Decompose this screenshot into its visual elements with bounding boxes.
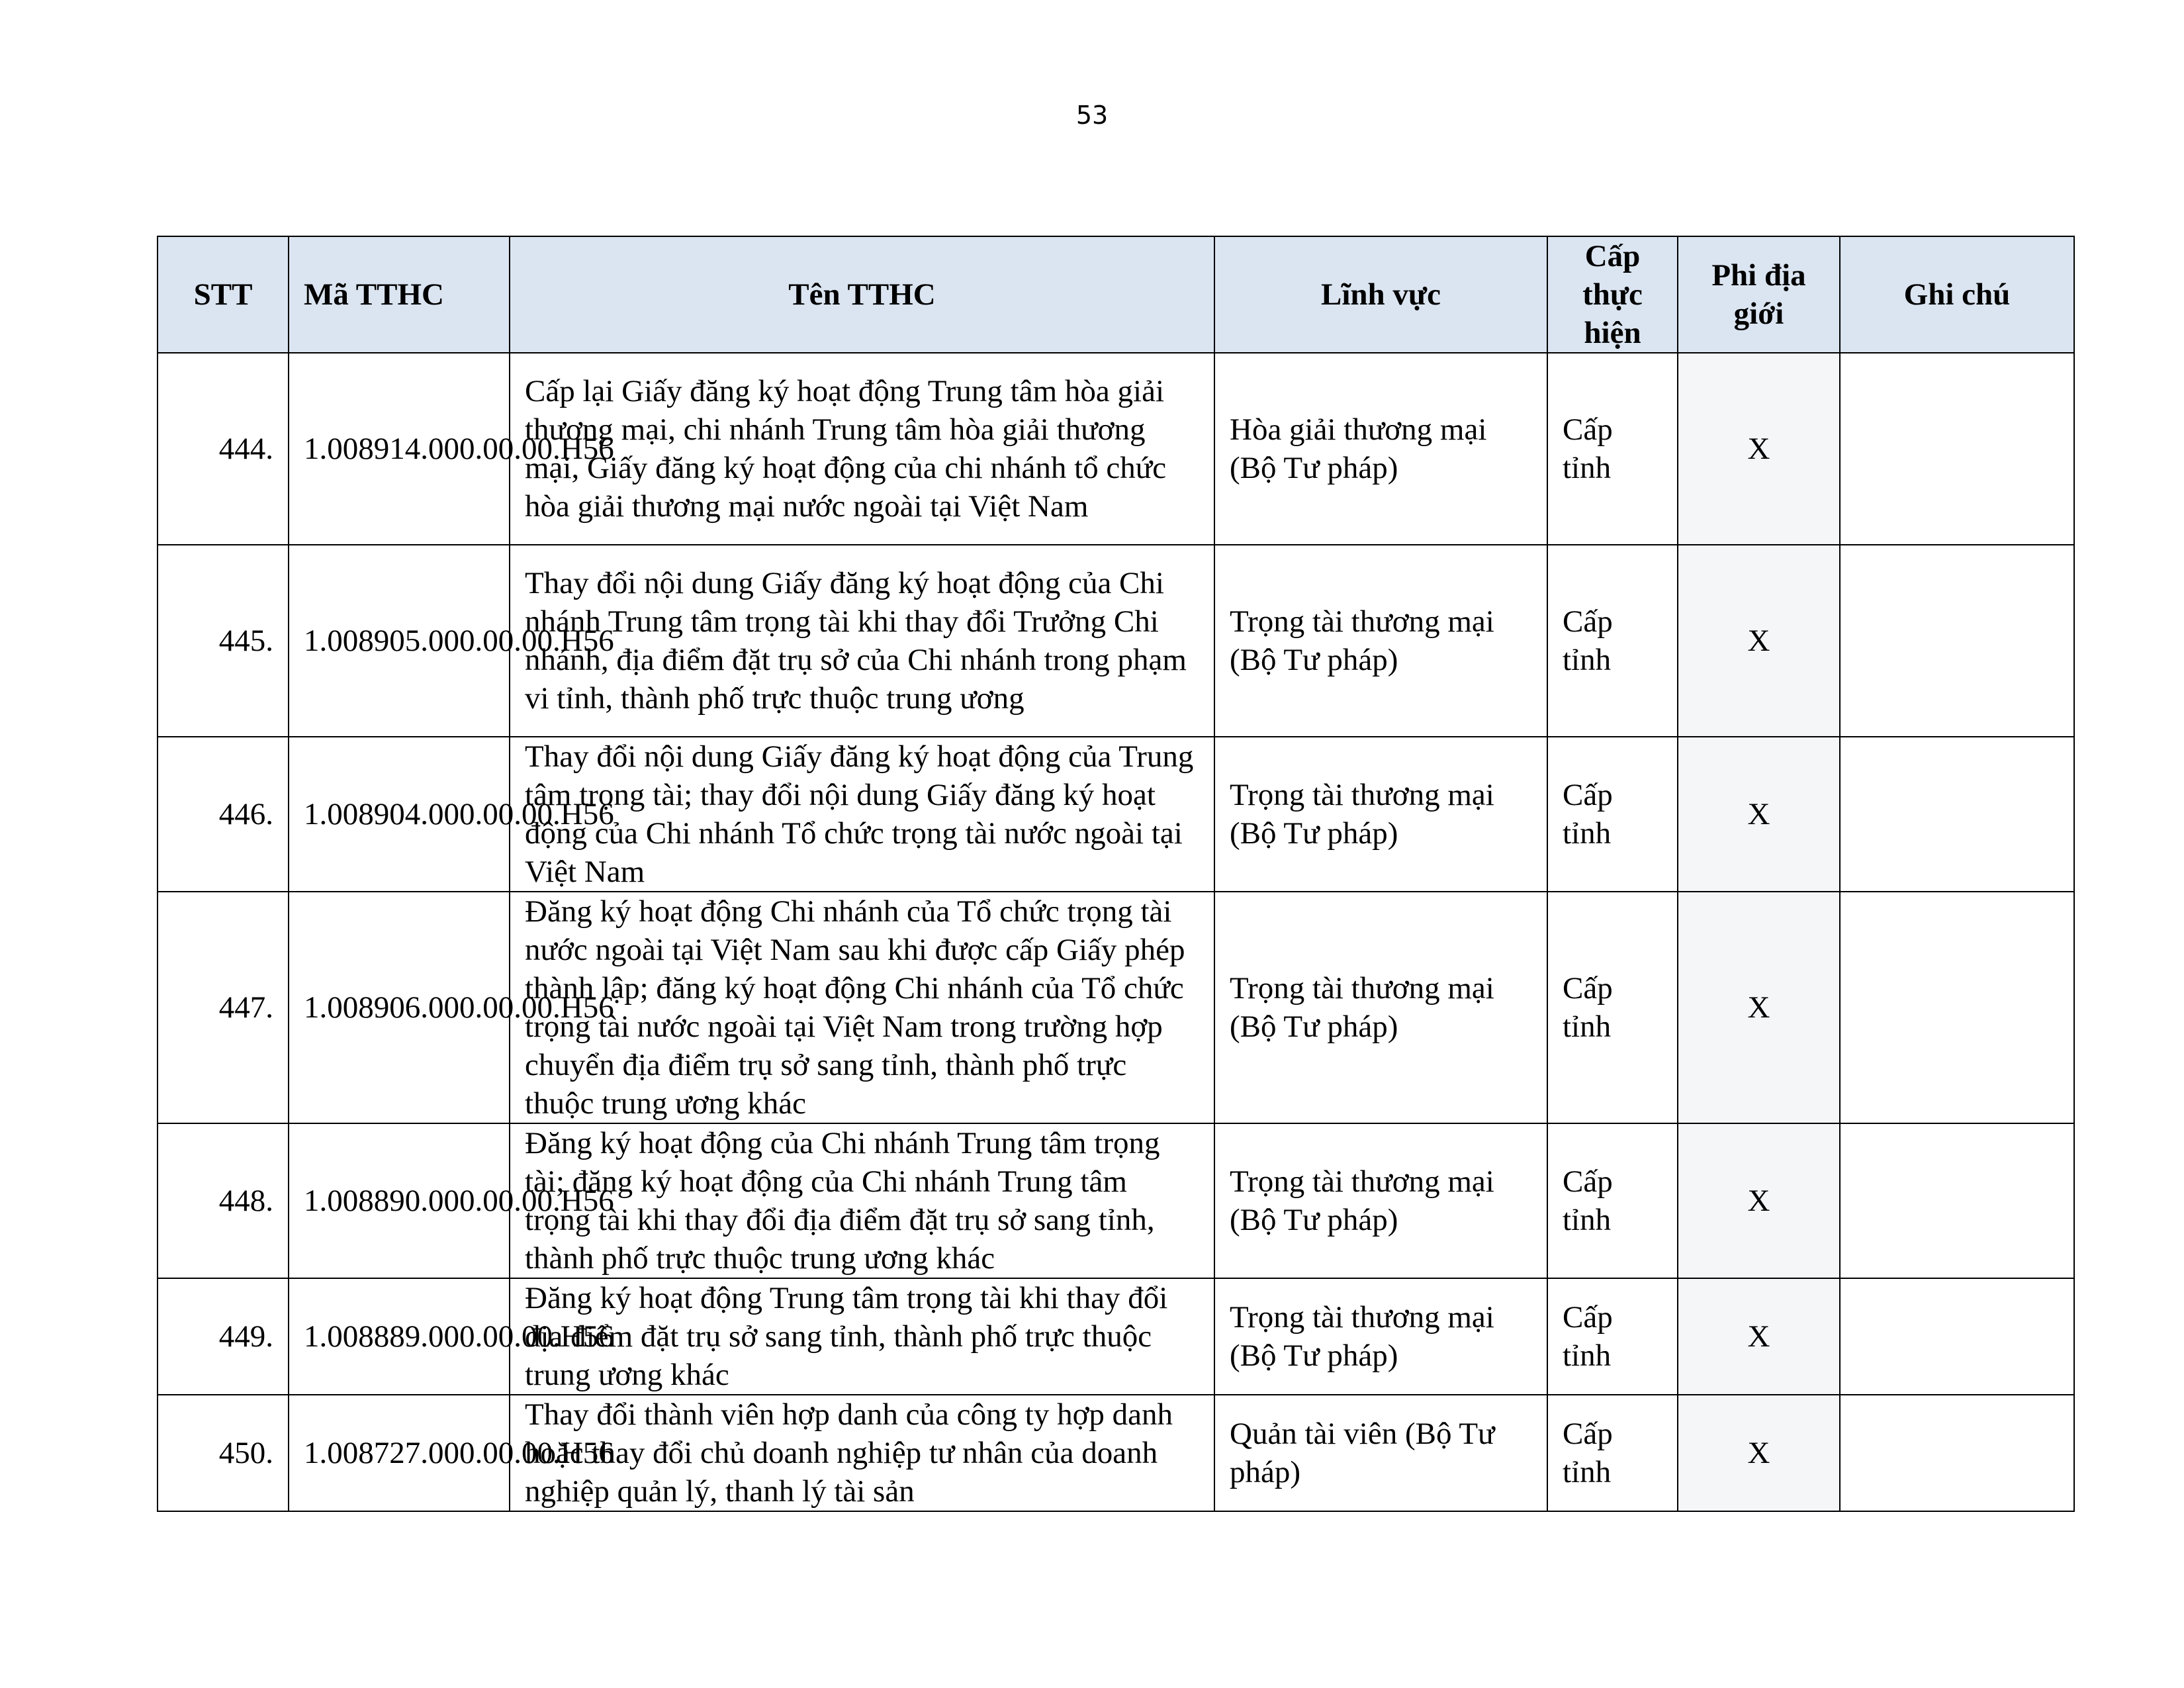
cell-code: 1.008905.000.00.00.H56 [289,545,510,737]
cell-note [1840,353,2074,545]
header-row [158,236,2074,353]
cell-name: Thay đổi nội dung Giấy đăng ký hoạt động của Trung tâm trọng tài; thay đổi nội dung Giấy đăng ký hoạt động của Chi nhánh Tổ chức trọng tài nước ngoài tại Việt Nam [510,737,1214,892]
cell-name: Đăng ký hoạt động của Chi nhánh Trung tâm trọng tài; đăng ký hoạt động của Chi nhánh Trung tâm trọng tài khi thay đổi địa điểm đặt trụ sở sang tỉnh, thành phố trực thuộc trung ương khác [510,1123,1214,1278]
header-level: Cấp thực hiện [1547,236,1678,353]
header-field: Lĩnh vực [1214,236,1547,353]
cell-stt: 449. [158,1278,289,1395]
cell-note [1840,1278,2074,1395]
table-row [158,353,2074,545]
cell-non-boundary: X [1678,1395,1840,1511]
cell-non-boundary: X [1678,353,1840,545]
page-number: 53 [1075,101,1109,130]
cell-level: Cấp tỉnh [1547,545,1678,737]
cell-stt: 445. [158,545,289,737]
cell-non-boundary: X [1678,545,1840,737]
cell-non-boundary: X [1678,892,1840,1123]
table-row [158,1395,2074,1511]
cell-name: Đăng ký hoạt động Trung tâm trọng tài khi thay đổi địa điểm đặt trụ sở sang tỉnh, thành phố trực thuộc trung ương khác [510,1278,1214,1395]
table-body [158,353,2074,1511]
cell-name: Đăng ký hoạt động Chi nhánh của Tổ chức trọng tài nước ngoài tại Việt Nam sau khi được cấp Giấy phép thành lập; đăng ký hoạt động Chi nhánh của Tổ chức trọng tài nước ngoài tại Việt Nam trong trường hợp chuyển địa điểm trụ sở sang tỉnh, thành phố trực thuộc trung ương khác [510,892,1214,1123]
cell-level: Cấp tỉnh [1547,1123,1678,1278]
cell-code: 1.008906.000.00.00.H56 [289,892,510,1123]
cell-code: 1.008889.000.00.00.H56 [289,1278,510,1395]
cell-name: Thay đổi nội dung Giấy đăng ký hoạt động của Chi nhánh Trung tâm trọng tài khi thay đổi Trưởng Chi nhánh, địa điểm đặt trụ sở của Chi nhánh trong phạm vi tỉnh, thành phố trực thuộc trung ương [510,545,1214,737]
cell-note [1840,737,2074,892]
header-non-boundary: Phi địa giới [1678,236,1840,353]
cell-non-boundary: X [1678,737,1840,892]
cell-field: Trọng tài thương mại (Bộ Tư pháp) [1214,737,1547,892]
cell-stt: 447. [158,892,289,1123]
cell-field: Trọng tài thương mại (Bộ Tư pháp) [1214,1278,1547,1395]
procedures-table [157,236,2075,1512]
table-row [158,1278,2074,1395]
cell-non-boundary: X [1678,1123,1840,1278]
cell-note [1840,545,2074,737]
cell-level: Cấp tỉnh [1547,1278,1678,1395]
cell-level: Cấp tỉnh [1547,353,1678,545]
cell-code: 1.008904.000.00.00.H56 [289,737,510,892]
cell-field: Trọng tài thương mại (Bộ Tư pháp) [1214,892,1547,1123]
header-stt: STT [158,236,289,353]
cell-stt: 444. [158,353,289,545]
cell-code: 1.008914.000.00.00.H56 [289,353,510,545]
table-row [158,737,2074,892]
cell-note [1840,1123,2074,1278]
cell-field: Trọng tài thương mại (Bộ Tư pháp) [1214,545,1547,737]
table-header [158,236,2074,353]
cell-code: 1.008890.000.00.00.H56 [289,1123,510,1278]
cell-code: 1.008727.000.00.00.H56 [289,1395,510,1511]
cell-non-boundary: X [1678,1278,1840,1395]
cell-level: Cấp tỉnh [1547,892,1678,1123]
table-row [158,545,2074,737]
header-note: Ghi chú [1840,236,2074,353]
cell-field: Quản tài viên (Bộ Tư pháp) [1214,1395,1547,1511]
cell-level: Cấp tỉnh [1547,737,1678,892]
cell-stt: 448. [158,1123,289,1278]
header-name: Tên TTHC [510,236,1214,353]
cell-name: Cấp lại Giấy đăng ký hoạt động Trung tâm hòa giải thương mại, chi nhánh Trung tâm hòa giải thương mại, Giấy đăng ký hoạt động của chi nhánh tổ chức hòa giải thương mại nước ngoài tại Việt Nam [510,353,1214,545]
cell-level: Cấp tỉnh [1547,1395,1678,1511]
table-row [158,892,2074,1123]
header-code: Mã TTHC [289,236,510,353]
cell-stt: 450. [158,1395,289,1511]
cell-stt: 446. [158,737,289,892]
cell-name: Thay đổi thành viên hợp danh của công ty hợp danh hoặc thay đổi chủ doanh nghiệp tư nhân của doanh nghiệp quản lý, thanh lý tài sản [510,1395,1214,1511]
cell-field: Trọng tài thương mại (Bộ Tư pháp) [1214,1123,1547,1278]
cell-field: Hòa giải thương mại (Bộ Tư pháp) [1214,353,1547,545]
cell-note [1840,892,2074,1123]
cell-note [1840,1395,2074,1511]
table-row [158,1123,2074,1278]
